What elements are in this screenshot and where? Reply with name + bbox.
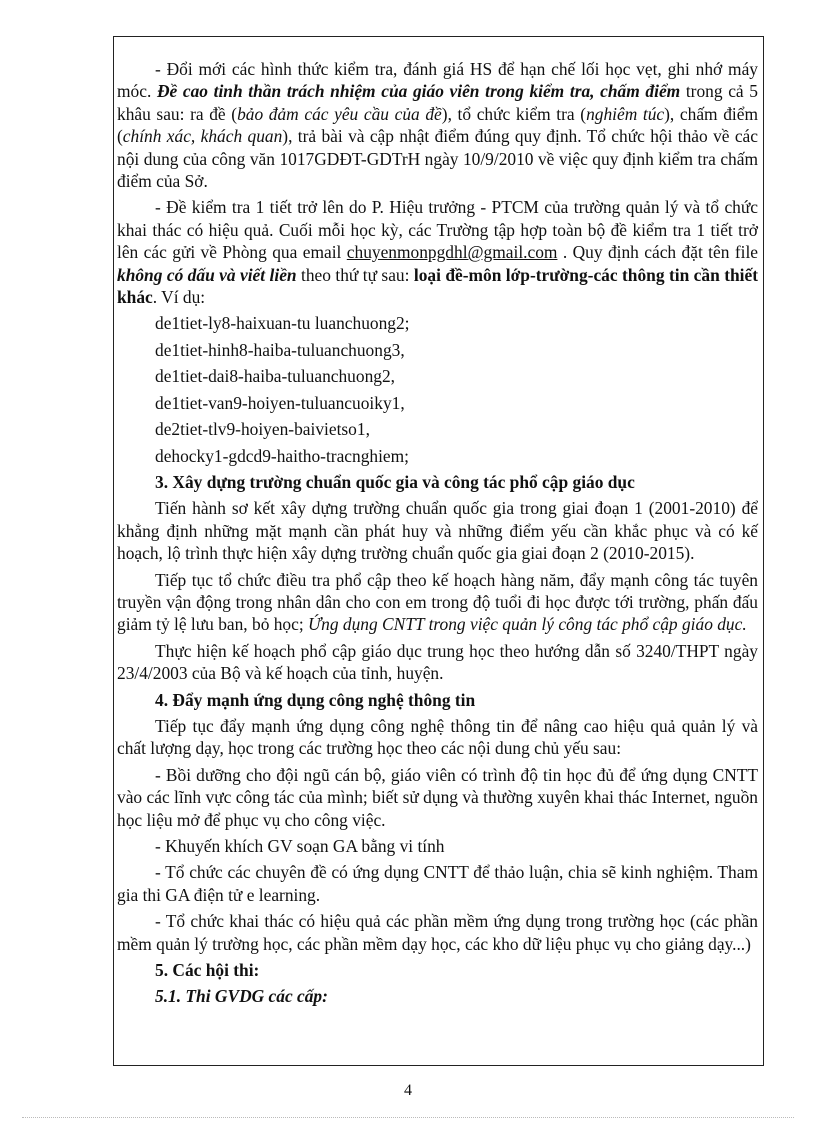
section-heading-5: 5. Các hội thi: xyxy=(155,960,260,981)
text: trong cả 5 khâu sau: ra đề ( xyxy=(117,81,758,124)
section-heading-3: 3. Xây dựng trường chuẩn quốc gia và công tác phổ cập giáo dục xyxy=(155,471,635,492)
text: - Đổi mới các hình thức kiểm tra, đánh giá HS để hạn chế lối học vẹt, ghi nhớ máy móc. xyxy=(117,59,758,102)
subsection-heading-5-1: 5.1. Thi GVDG các cấp: xyxy=(155,986,328,1007)
paragraph-universalization xyxy=(117,569,758,636)
italic-text: Ứng dụng CNTT trong việc quản lý công tác phổ cập giáo dục. xyxy=(308,614,747,635)
text: Tiếp tục tổ chức điều tra phổ cập theo kế hoạch hàng năm, đẩy mạnh công tác tuyên truyền vận động trong nhân dân cho con em trong độ tuổi đi học được tới trường, phấn đấu giảm tỷ lệ lưu ban, bỏ học; xyxy=(117,569,758,635)
text: . Ví dụ: xyxy=(152,287,206,308)
emphasis-text: Đề cao tinh thần trách nhiệm của giáo viên trong kiểm tra, chấm điểm xyxy=(156,81,681,102)
document-body xyxy=(117,58,758,1008)
paragraph-it-training: - Bồi dưỡng cho đội ngũ cán bộ, giáo viên có trình độ tin học đủ để ứng dụng CNTT vào các lĩnh vực công tác của mình; biết sử dụng và thường xuyên khai thác Internet, nguồn học liệu mở để phục vụ cho công việc. xyxy=(117,764,758,830)
email-link[interactable]: chuyenmonpgdhl@gmail.com xyxy=(346,242,558,263)
example-filename: de1tiet-ly8-haixuan-tu luanchuong2; xyxy=(155,313,410,334)
example-filename: de1tiet-dai8-haiba-tuluanchuong2, xyxy=(155,366,396,387)
paragraph-secondary-plan: Thực hiện kế hoạch phổ cập giáo dục trung học theo hướng dẫn số 3240/THPT ngày 23/4/2003 của Bộ và kế hoạch của tỉnh, huyện. xyxy=(117,640,758,684)
example-filename: de1tiet-van9-hoiyen-tuluancuoiky1, xyxy=(155,392,405,413)
text: ), trả bài và cập nhật điểm đúng quy định. Tổ chức hội thảo về các nội dung của công văn 1017GDĐT-GDTrH ngày 10/9/2010 về việc quy định kiểm tra chấm điểm của Sở. xyxy=(117,126,758,192)
paragraph-it-intro: Tiếp tục đẩy mạnh ứng dụng công nghệ thông tin để nâng cao hiệu quả quản lý và chất lượng dạy, học trong các trường học theo các nội dung chủ yếu sau: xyxy=(117,715,758,759)
section-heading-4: 4. Đẩy mạnh ứng dụng công nghệ thông tin xyxy=(155,689,476,710)
text: - Đề kiểm tra 1 tiết trở lên do P. Hiệu trưởng - PTCM của trường quản lý và tổ chức khai thác có hiệu quả. Cuối mỗi học kỳ, các Trường tập hợp toàn bộ đề kiểm tra 1 tiết trở lên các gửi về Phòng qua email xyxy=(117,197,758,263)
bold-text: loại đề-môn lớp-trường-các thông tin cần thiết khác xyxy=(117,264,758,308)
paragraph-national-standard: Tiến hành sơ kết xây dựng trường chuẩn quốc gia trong giai đoạn 1 (2001-2010) để khẳng định những mặt mạnh cần phát huy và những điểm yếu cần khắc phục và có kế hoạch, lộ trình thực hiện xây dựng trường chuẩn quốc gia giai đoạn 2 (2010-2015). xyxy=(117,498,758,564)
text: . Quy định cách đặt tên file xyxy=(557,242,758,263)
footer-divider xyxy=(22,1117,794,1118)
italic-text: nghiêm túc xyxy=(586,103,665,124)
page-number: 4 xyxy=(404,1082,412,1099)
italic-text: chính xác, khách quan xyxy=(122,126,283,147)
example-filename: dehocky1-gdcd9-haitho-tracnghiem; xyxy=(155,445,410,466)
paragraph-it-lesson-plans: - Khuyến khích GV soạn GA bằng vi tính xyxy=(155,836,445,856)
example-filename: de2tiet-tlv9-hoiyen-baivietso1, xyxy=(155,419,370,440)
paragraph-it-seminars: - Tổ chức các chuyên đề có ứng dụng CNTT để thảo luận, chia sẽ kinh nghiệm. Tham gia thi GA điện tử e learning. xyxy=(117,862,758,905)
paragraph-exam-filing xyxy=(117,196,758,308)
italic-text: bảo đảm các yêu cầu của đề xyxy=(237,103,442,124)
text: ), tổ chức kiểm tra ( xyxy=(441,103,587,124)
text: theo thứ tự sau: xyxy=(296,264,414,285)
emphasis-text: không có dấu và viết liền xyxy=(117,264,297,285)
paragraph-it-software: - Tổ chức khai thác có hiệu quả các phần mềm ứng dụng trong trường học (các phần mềm quản lý trường học, các phần mềm dạy học, các kho dữ liệu phục vụ cho giảng dạy...) xyxy=(117,911,758,954)
example-filename: de1tiet-hinh8-haiba-tuluanchuong3, xyxy=(155,339,405,360)
paragraph-assessment-reform xyxy=(117,58,758,192)
text: ), chấm điểm ( xyxy=(117,103,758,147)
